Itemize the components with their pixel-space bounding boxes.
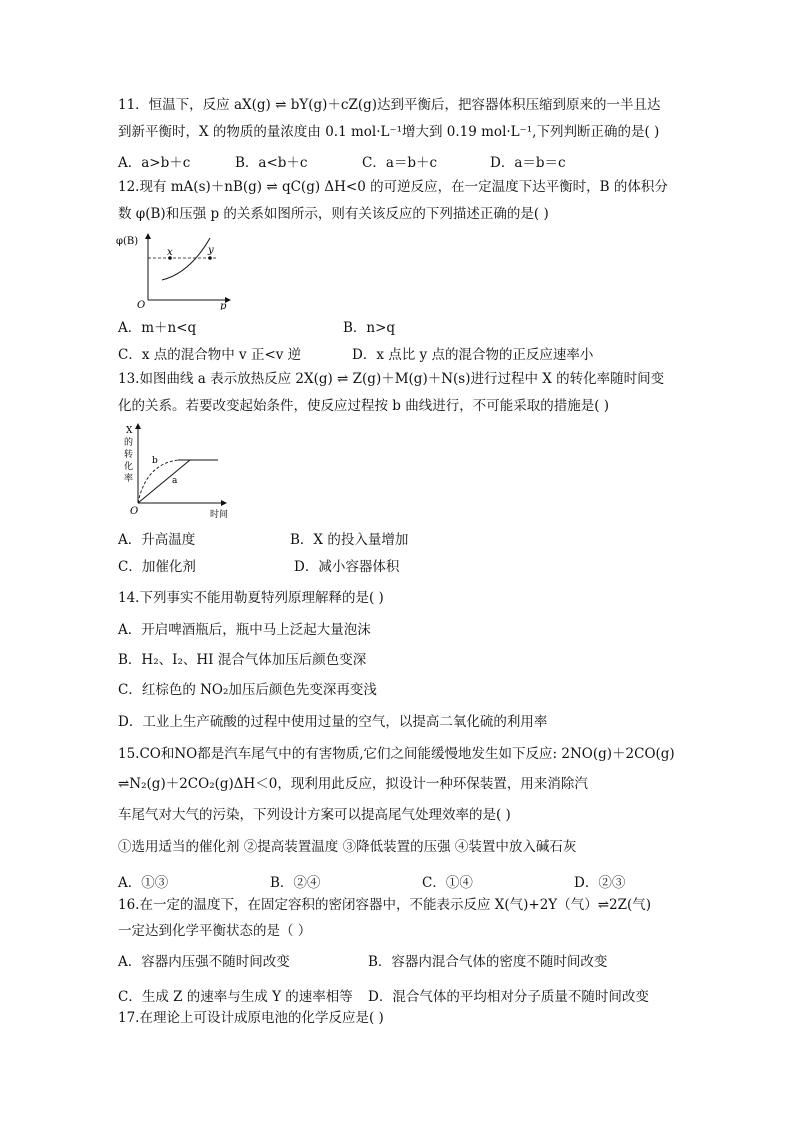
q15-stem-line3: 车尾气对大气的污染，下列设计方案可以提高尾气处理效率的是( )	[118, 807, 511, 823]
q16-option-c: C．生成 Z 的速率与生成 Y 的速率相等	[118, 989, 353, 1005]
q16-stem-line1: 16.在一定的温度下，在固定容积的密闭容器中，不能表示反应 X(气)+2Y（气）⇌2Z(气)	[118, 897, 652, 913]
q14-option-c: C．红棕色的 NO₂加压后颜色先变深再变浅	[118, 682, 377, 698]
q11-option-d: D．a＝b＝c	[490, 155, 566, 171]
q11-stem-line1: 11．恒温下，反应 aX(g) ⇌ bY(g)＋cZ(g)达到平衡后，把容器体积压缩到原来的一半且达	[118, 97, 661, 113]
q11-stem-line2: 到新平衡时，X 的物质的量浓度由 0.1 mol·L⁻¹增大到 0.19 mol·L⁻¹,下列判断正确的是( )	[118, 124, 660, 140]
q13-label-a: a	[172, 476, 178, 486]
q13-option-b: B．X 的投入量增加	[290, 532, 409, 548]
q14-option-d: D．工业上生产硫酸的过程中使用过量的空气，以提高二氧化硫的利用率	[118, 714, 548, 730]
q13-figure	[112, 420, 240, 524]
q13-option-a: A．升高温度	[118, 532, 196, 548]
q15-option-b: B．②④	[270, 875, 321, 891]
q15-choices: ①选用适当的催化剂 ②提高装置温度 ③降低装置的压强 ④装置中放入碱石灰	[118, 839, 577, 855]
q11-option-a: A．a>b＋c	[118, 155, 191, 171]
q12-option-c: C．x 点的混合物中 v 正<v 逆	[118, 347, 302, 363]
q13-x-label: 时间	[210, 510, 229, 520]
q16-option-a: A．容器内压强不随时间改变	[118, 954, 290, 970]
q15-option-a: A．①③	[118, 875, 169, 891]
q13-y-label-3: 转	[124, 450, 134, 460]
q15-option-d: D．②③	[574, 875, 626, 891]
q12-origin-label: O	[137, 300, 146, 310]
q16-stem-line2: 一定达到化学平衡状态的是（ ）	[118, 923, 312, 939]
q13-y-label-2: 的	[124, 438, 134, 448]
q13-label-b: b	[152, 456, 158, 466]
q11-option-c: C．a＝b＋c	[362, 155, 438, 171]
q12-point-x-label: x	[167, 247, 173, 258]
q13-stem-line2: 化的关系。若要改变起始条件，使反应过程按 b 曲线进行，不可能采取的措施是( )	[118, 398, 610, 414]
q12-stem-line1: 12.现有 mA(s)＋nB(g) ⇌ qC(g) ΔH<0 的可逆反应，在一定温度下达平衡时，B 的体积分	[118, 179, 668, 195]
q15-stem-line1: 15.CO和NO都是汽车尾气中的有害物质,它们之间能缓慢地发生如下反应: 2NO(g)＋2CO(g)	[118, 746, 675, 762]
q17-stem: 17.在理论上可设计成原电池的化学反应是( )	[118, 1010, 384, 1026]
q12-option-b: B．n>q	[343, 320, 396, 336]
q13-y-label-4: 化	[124, 462, 134, 472]
q15-stem-line2: ⇌N₂(g)＋2CO₂(g)ΔH＜0，现利用此反应，拟设计一种环保装置，用来消除汽	[118, 776, 588, 792]
q12-figure	[110, 228, 240, 314]
q11-option-b: B．a<b＋c	[235, 155, 308, 171]
q13-y-label-1: X	[126, 426, 133, 436]
q16-option-b: B．容器内混合气体的密度不随时间改变	[368, 954, 608, 970]
q16-option-d: D．混合气体的平均相对分子质量不随时间改变	[368, 989, 649, 1005]
q12-stem-line2: 数 φ(B)和压强 p 的关系如图所示，则有关该反应的下列描述正确的是( )	[118, 206, 549, 222]
q15-option-c: C．①④	[422, 875, 473, 891]
q12-point-y-label: y	[208, 245, 214, 256]
q13-option-c: C．加催化剂	[118, 559, 196, 575]
q14-option-b: B．H₂、I₂、HI 混合气体加压后颜色变深	[118, 652, 367, 668]
q13-option-d: D．减小容器体积	[294, 559, 400, 575]
q12-y-label: φ(B)	[116, 236, 139, 247]
q12-point-y	[208, 256, 212, 260]
q13-origin-label: O	[130, 506, 139, 517]
q14-option-a: A．开启啤酒瓶后，瓶中马上泛起大量泡沫	[118, 622, 371, 638]
q12-option-a: A．m＋n<q	[118, 320, 197, 336]
q13-stem-line1: 13.如图曲线 a 表示放热反应 2X(g) ⇌ Z(g)＋M(g)＋N(s)进行过程中 X 的转化率随时间变	[118, 371, 665, 387]
q12-option-d: D．x 点比 y 点的混合物的正反应速率小	[352, 347, 594, 363]
q14-stem: 14.下列事实不能用勒夏特列原理解释的是( )	[118, 590, 384, 606]
q13-y-label-5: 率	[124, 474, 134, 484]
q12-x-label: p	[220, 301, 227, 310]
